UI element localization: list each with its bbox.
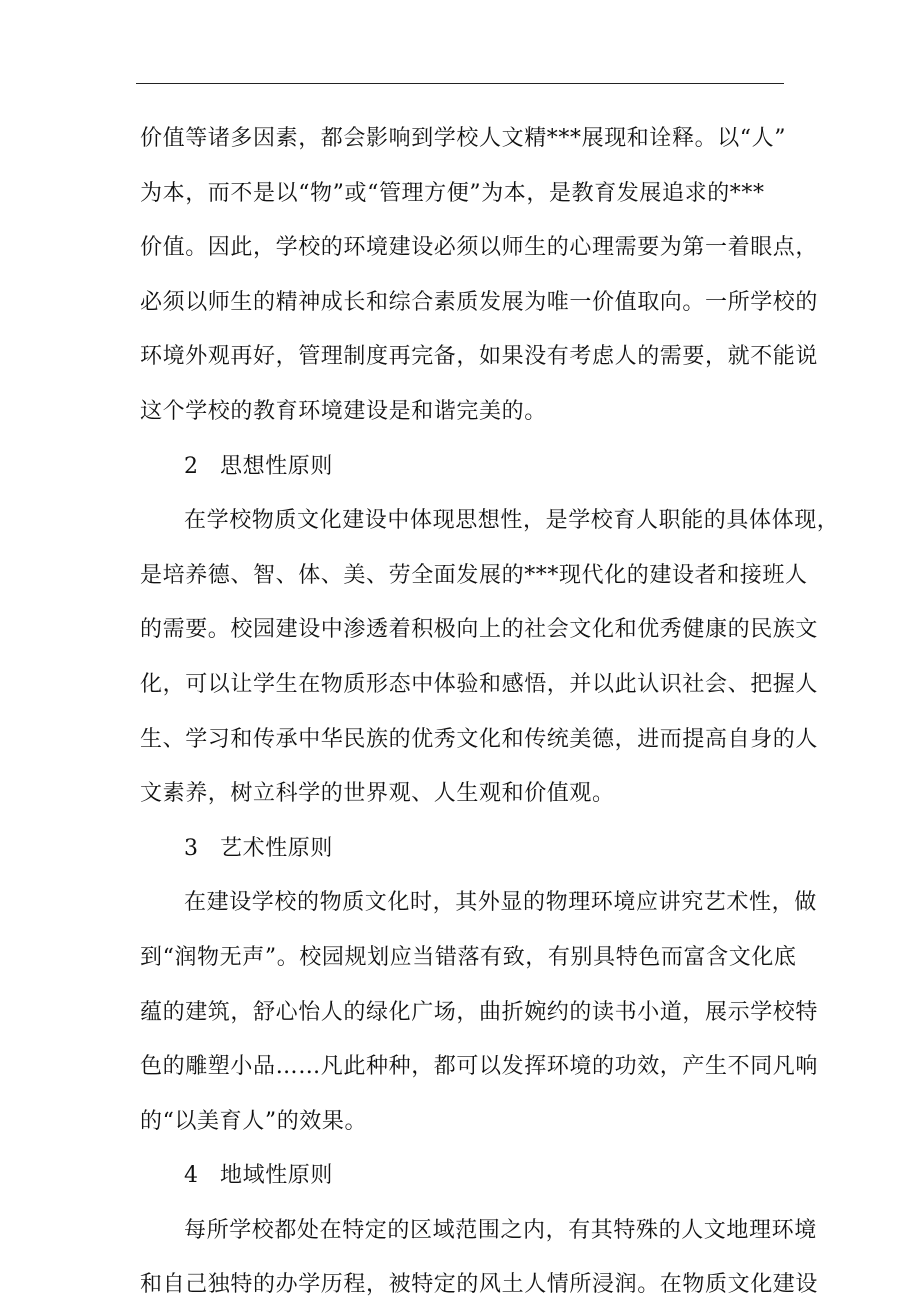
paragraph-section2 — [140, 494, 840, 822]
section-number: 3 — [184, 835, 199, 861]
section-number: 4 — [184, 1163, 199, 1189]
paragraph-section4 — [140, 1204, 819, 1313]
section-title: 艺术性原则 — [220, 835, 334, 861]
text-line: 和自己独特的办学历程，被特定的风土人情所浸润。在物质文化建设 — [140, 1272, 819, 1298]
text-line: 蕴的建筑，舒心怡人的绿化广场，曲折婉约的读书小道，展示学校特 — [140, 999, 819, 1025]
paragraph-section3 — [140, 876, 819, 1149]
section-heading-4 — [140, 1149, 788, 1204]
text-line: 每所学校都处在特定的区域范围之内，有其特殊的人文地理环境 — [184, 1217, 817, 1243]
text-line: 是培养德、智、体、美、劳全面发展的***现代化的建设者和接班人 — [140, 562, 808, 588]
section-title: 思想性原则 — [220, 453, 334, 479]
text-line: 文素养，树立科学的世界观、人生观和价值观。 — [140, 781, 615, 807]
section-heading-3 — [140, 822, 788, 877]
text-line: 价值等诸多因素，都会影响到学校人文精***展现和诠释。以“人” — [140, 126, 787, 151]
section-number: 2 — [184, 453, 199, 479]
text-line: 化，可以让学生在物质形态中体验和感悟，并以此认识社会、把握人 — [140, 671, 819, 697]
header-rule — [136, 83, 784, 84]
text-line: 必须以师生的精神成长和综合素质发展为唯一价值取向。一所学校的 — [140, 289, 819, 315]
section-title: 地域性原则 — [220, 1163, 334, 1189]
text-line: 为本，而不是以“物”或“管理方便”为本，是教育发展追求的*** — [140, 180, 765, 206]
text-line: 在建设学校的物质文化时，其外显的物理环境应讲究艺术性，做 — [184, 890, 817, 916]
document-body — [140, 112, 840, 1313]
text-line: 的需要。校园建设中渗透着积极向上的社会文化和优秀健康的民族文 — [140, 617, 819, 643]
text-line: 价值。因此，学校的环境建设必须以师生的心理需要为第一着眼点， — [140, 235, 819, 261]
section-heading-2 — [140, 440, 788, 495]
text-line: 在学校物质文化建设中体现思想性，是学校育人职能的具体体现， — [184, 508, 840, 534]
text-line: 这个学校的教育环境建设是和谐完美的。 — [140, 398, 547, 424]
text-line: 色的雕塑小品……凡此种种，都可以发挥环境的功效，产生不同凡响 — [140, 1054, 819, 1080]
paragraph-block1 — [140, 112, 819, 440]
text-line: 到“润物无声”。校园规划应当错落有致，有别具特色而富含文化底 — [140, 944, 797, 970]
text-line: 环境外观再好，管理制度再完备，如果没有考虑人的需要，就不能说 — [140, 344, 819, 370]
text-line: 生、学习和传承中华民族的优秀文化和传统美德，进而提高自身的人 — [140, 726, 819, 752]
text-line: 的“以美育人”的效果。 — [140, 1108, 368, 1134]
